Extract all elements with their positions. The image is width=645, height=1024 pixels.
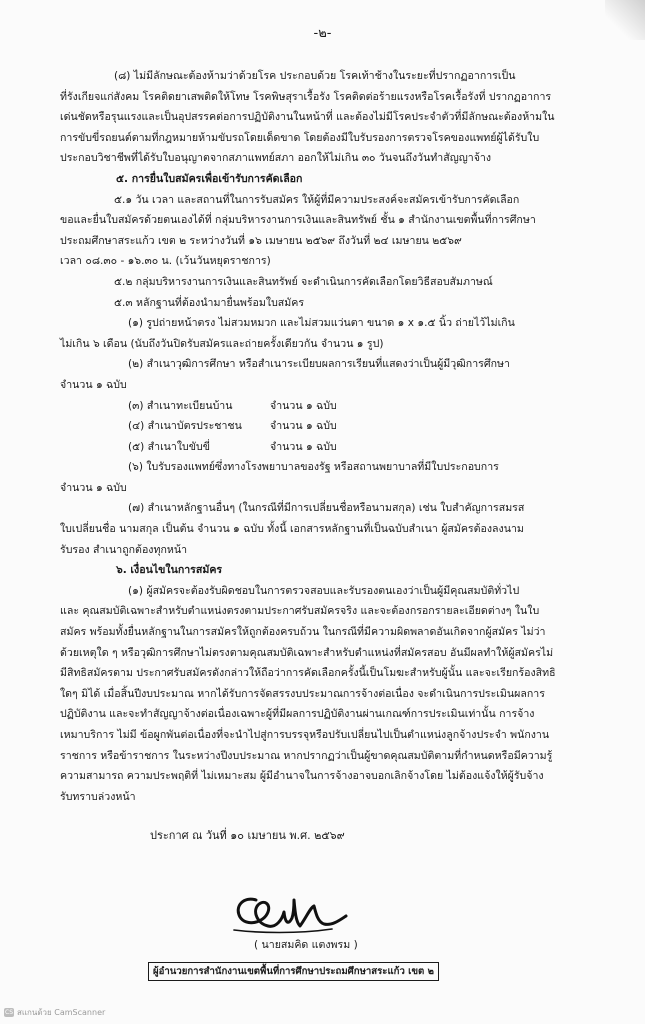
clause-line: (๘) ไม่มีลักษณะต้องห้ามว่าด้วยโรค ประกอบด้วย โรคเท้าช้างในระยะที่ปรากฏอาการเป็น (114, 70, 516, 82)
clause-line: ความสามารถ ความประพฤติที่ ไม่เหมาะสม ผู้มีอำนาจในการจ้างอาจบอกเลิกจ้างโดย ไม่ต้องแจ้งให้ผู้รับจ้าง (60, 770, 544, 783)
scanner-label: สแกนด้วย CamScanner (17, 1008, 106, 1017)
document-name: (๕) สำเนาใบขับขี่ (128, 440, 210, 453)
clause-line: ๕.๑ วัน เวลา และสถานที่ในการรับสมัคร ให้ผู้ที่มีความประสงค์จะสมัครเข้ารับการคัดเลือก (114, 193, 520, 206)
clause-line: (๗) สำเนาหลักฐานอื่นๆ (ในกรณีที่มีการเปลี่ยนชื่อหรือนามสกุล) เช่น ใบสำคัญการสมรส (128, 502, 525, 515)
clause-line: ใดๆ มิได้ เมื่อสิ้นปีงบประมาณ หากได้รับการจัดสรรงบประมาณการจ้างต่อเนื่อง จะดำเนินการประเมินผลการ (60, 687, 545, 700)
signature-graphic (228, 890, 358, 936)
document-item (60, 416, 608, 437)
clause-line: ๕.๒ กลุ่มบริหารงานการเงินและสินทรัพย์ จะดำเนินการคัดเลือกโดยวิธีสอบสัมภาษณ์ (114, 275, 493, 288)
document-item (60, 396, 608, 417)
clause-line: (๑) ผู้สมัครจะต้องรับผิดชอบในการตรวจสอบและรับรองตนเองว่าเป็นผู้มีคุณสมบัติทั่วไป (128, 584, 520, 597)
clause-line: ด้วยเหตุใด ๆ หรือวุฒิการศึกษาไม่ตรงตามคุณสมบัติเฉพาะสำหรับตำแหน่งที่สมัครสอบ อันมีผลทำให้ผู้สมัครไม่ (60, 646, 554, 659)
clause-line: ประกอบวิชาชีพที่ได้รับใบอนุญาตจากสภาแพทย์สภา ออกให้ไม่เกิน ๓๐ วันจนถึงวันทำสัญญาจ้าง (60, 152, 492, 165)
clause-line: สมัคร พร้อมทั้งยื่นหลักฐานในการสมัครให้ถูกต้องครบถ้วน ในกรณีที่มีความผิดพลาดอันเกิดจากผู้สมัคร ไม่ว่า (60, 626, 546, 639)
clause-line: จำนวน ๑ ฉบับ (60, 481, 127, 494)
camscanner-icon: CS (5, 1009, 13, 1016)
section-heading: ๖. เงื่อนไขในการสมัคร (116, 564, 223, 577)
clause-line: ราชการ หรือข้าราชการ ในระหว่างปีงบประมาณ หากปรากฏว่าเป็นผู้ขาดคุณสมบัติตามที่กำหนดหรือมีความรู้ (60, 749, 553, 762)
clause-line: ใบเปลี่ยนชื่อ นามสกุล เป็นต้น จำนวน ๑ ฉบับ ทั้งนี้ เอกสารหลักฐานที่เป็นฉบับสำเนา ผู้สมัครต้องลงนาม (60, 523, 524, 536)
clause-line: รับรอง สำเนาถูกต้องทุกหน้า (60, 543, 188, 556)
document-quantity: จำนวน ๑ ฉบับ (270, 440, 337, 453)
clause-line: รับทราบล่วงหน้า (60, 790, 136, 803)
announcement-date: ประกาศ ณ วันที่ ๑๐ เมษายน พ.ศ. ๒๕๖๙ (150, 829, 345, 842)
page-number: -๒- (313, 26, 332, 41)
clause-line: เหมาบริการ ไม่มี ข้อผูกพันต่อเนื่องที่จะนำไปสู่การบรรจุหรือปรับเปลี่ยนไปเป็นตำแหน่งลูกจ้างประจำ พนักงาน (60, 729, 550, 741)
document-quantity: จำนวน ๑ ฉบับ (270, 399, 337, 412)
clause-line: ปฏิบัติงาน และจะทำสัญญาจ้างต่อเนื่องเฉพาะผู้ที่มีผลการปฏิบัติงานผ่านเกณฑ์การประเมินเท่านั้น การจ้าง (60, 708, 535, 721)
clause-line: ที่รังเกียจแก่สังคม โรคติดยาเสพติดให้โทษ โรคพิษสุราเรื้อรัง โรคติดต่อร้ายแรงหรือโรคเรื้อรังที่ ปรากฏอาการ (60, 90, 552, 103)
scanner-watermark (4, 1006, 105, 1019)
section-heading: ๕. การยื่นใบสมัครเพื่อเข้ารับการคัดเลือก (116, 172, 303, 185)
clause-line: เวลา ๐๘.๓๐ - ๑๖.๓๐ น. (เว้นวันหยุดราชการ) (60, 255, 271, 268)
clause-line: (๑) รูปถ่ายหน้าตรง ไม่สวมหมวก และไม่สวมแว่นตา ขนาด ๑ x ๑.๕ นิ้ว ถ่ายไว้ไม่เกิน (128, 317, 515, 330)
clause-line: ๕.๓ หลักฐานที่ต้องนำมายื่นพร้อมใบสมัคร (114, 296, 305, 309)
clause-line: (๖) ใบรับรองแพทย์ซึ่งทางโรงพยาบาลของรัฐ หรือสถานพยาบาลที่มีใบประกอบการ (128, 461, 499, 474)
clause-line: ประถมศึกษาสระแก้ว เขต ๒ ระหว่างวันที่ ๑๖ เมษายน ๒๕๖๙ ถึงวันที่ ๒๔ เมษายน ๒๕๖๙ (60, 234, 462, 247)
signatory-name: ( นายสมคิด แตงพรม ) (254, 939, 358, 951)
document-name: (๓) สำเนาทะเบียนบ้าน (128, 399, 233, 412)
body-text (60, 66, 608, 807)
clause-line: ไม่เกิน ๖ เดือน (นับถึงวันปิดรับสมัครและถ่ายครั้งเดียวกัน จำนวน ๑ รูป) (60, 337, 384, 350)
document-quantity: จำนวน ๑ ฉบับ (270, 420, 337, 433)
signatory-title: ผู้อำนวยการสำนักงานเขตพื้นที่การศึกษาประถมศึกษาสระแก้ว เขต ๒ (148, 962, 439, 981)
clause-line: เด่นชัดหรือรุนแรงและเป็นอุปสรรคต่อการปฏิบัติงานในหน้าที่ และต้องไม่มีโรคประจำตัวที่มีลักษณะต้องห้ามใน (60, 111, 555, 124)
document-item (60, 437, 608, 458)
clause-line: การขับขี่รถยนต์ตามที่กฎหมายห้ามขับรถโดยเด็ดขาด โดยต้องมีใบรับรองการตรวจโรคของแพทย์ผู้ได้รับใบ (60, 131, 540, 144)
clause-line: มีสิทธิสมัครตาม ประกาศรับสมัครดังกล่าวให้ถือว่าการคัดเลือกครั้งนี้เป็นโมฆะสำหรับผู้นั้น และจะเรียกร้องสิทธิ (60, 667, 556, 680)
clause-line: จำนวน ๑ ฉบับ (60, 378, 127, 391)
clause-line: (๒) สำเนาวุฒิการศึกษา หรือสำเนาระเบียบผลการเรียนที่แสดงว่าเป็นผู้มีวุฒิการศึกษา (128, 358, 510, 371)
document-name: (๔) สำเนาบัตรประชาชน (128, 420, 242, 433)
clause-line: และ คุณสมบัติเฉพาะสำหรับตำแหน่งตรงตามประกาศรับสมัครจริง และจะต้องกรอกรายละเอียดต่างๆ ในใบ (60, 605, 540, 618)
clause-line: ขอและยื่นใบสมัครด้วยตนเองได้ที่ กลุ่มบริหารงานการเงินและสินทรัพย์ ชั้น ๑ สำนักงานเขตพื้นที่การศึกษา (60, 214, 536, 227)
